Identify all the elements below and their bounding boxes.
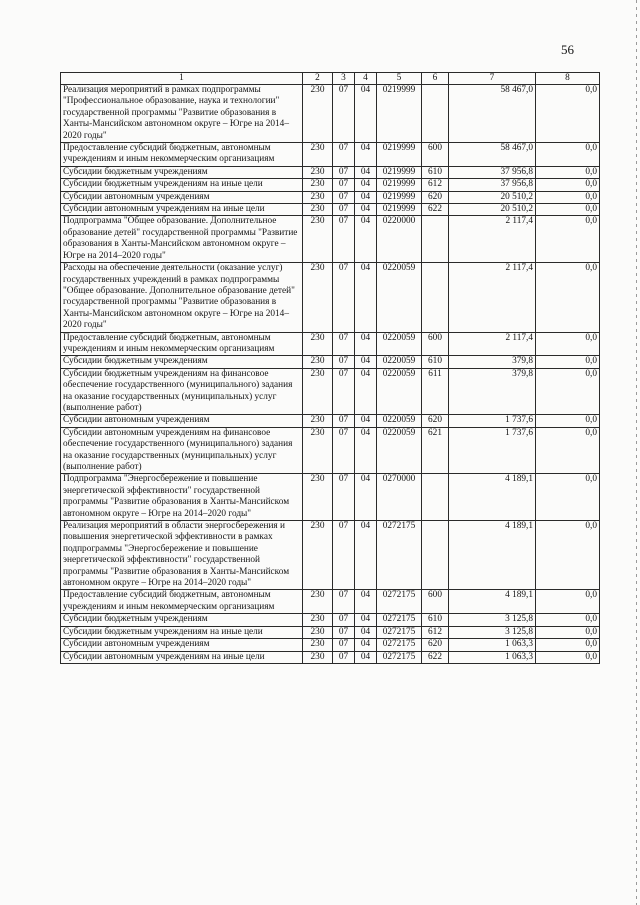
cell-expense-type: 621	[422, 427, 449, 474]
cell-expense-type	[422, 216, 449, 263]
cell-expense-type: 620	[422, 639, 449, 651]
cell-admin-code: 230	[303, 166, 333, 178]
cell-amount-2: 0,0	[536, 263, 600, 332]
cell-name: Субсидии автономным учреждениям на иные цели	[61, 651, 303, 663]
cell-subsection: 04	[355, 626, 377, 638]
col-header-target: 5	[377, 73, 422, 85]
cell-section: 07	[333, 614, 355, 626]
cell-amount-2: 0,0	[536, 216, 600, 263]
cell-amount: 2 117,4	[449, 216, 536, 263]
cell-expense-type: 600	[422, 143, 449, 167]
cell-expense-type: 622	[422, 651, 449, 663]
cell-expense-type: 610	[422, 166, 449, 178]
col-header-expense-type: 6	[422, 73, 449, 85]
cell-amount: 20 510,2	[449, 204, 536, 216]
cell-subsection: 04	[355, 368, 377, 415]
cell-subsection: 04	[355, 332, 377, 356]
cell-section: 07	[333, 263, 355, 332]
cell-name: Подпрограмма "Общее образование. Дополнительное образование детей" государственной программы "Развитие образования в Ханты-Мансийском автономном округе – Югре на 2014–2020 годы"	[61, 216, 303, 263]
table-row	[61, 521, 600, 590]
cell-amount: 379,8	[449, 368, 536, 415]
cell-name: Расходы на обеспечение деятельности (оказание услуг) государственных учреждений в рамках подпрограммы "Общее образование. Дополнительное образование детей" государственной программы "Развитие образования в Ханты-Мансийском автономном округе – Югре на 2014–2020 годы"	[61, 263, 303, 332]
cell-section: 07	[333, 179, 355, 191]
cell-admin-code: 230	[303, 356, 333, 368]
table-row	[61, 179, 600, 191]
cell-admin-code: 230	[303, 521, 333, 590]
table-row	[61, 651, 600, 663]
cell-target-article: 0219999	[377, 85, 422, 143]
cell-amount-2: 0,0	[536, 415, 600, 427]
cell-subsection: 04	[355, 415, 377, 427]
table-row	[61, 427, 600, 474]
cell-admin-code: 230	[303, 415, 333, 427]
table-row	[61, 474, 600, 521]
cell-target-article: 0220059	[377, 368, 422, 415]
col-header-section: 3	[333, 73, 355, 85]
cell-expense-type: 610	[422, 356, 449, 368]
cell-section: 07	[333, 368, 355, 415]
cell-expense-type: 612	[422, 626, 449, 638]
col-header-subsection: 4	[355, 73, 377, 85]
cell-target-article: 0272175	[377, 626, 422, 638]
cell-name: Субсидии бюджетным учреждениям на иные цели	[61, 626, 303, 638]
cell-name: Реализация мероприятий в области энергосбережения и повышения энергетической эффективности в рамках подпрограммы "Энергосбережение и повышение энергетической эффективности" государственной программы "Развитие образования в Ханты-Мансийском автономном округе – Югре на 2014–2020 годы"	[61, 521, 303, 590]
cell-amount: 2 117,4	[449, 332, 536, 356]
cell-name: Субсидии автономным учреждениям на финансовое обеспечение государственного (муниципального) задания на оказание государственных (муниципальных) услуг (выполнение работ)	[61, 427, 303, 474]
cell-section: 07	[333, 590, 355, 614]
cell-amount-2: 0,0	[536, 179, 600, 191]
cell-target-article: 0219999	[377, 204, 422, 216]
col-header-amount: 7	[449, 73, 536, 85]
cell-amount-2: 0,0	[536, 614, 600, 626]
cell-section: 07	[333, 143, 355, 167]
cell-target-article: 0219999	[377, 143, 422, 167]
cell-name: Субсидии бюджетным учреждениям на финансовое обеспечение государственного (муниципального) задания на оказание государственных (муниципальных) услуг (выполнение работ)	[61, 368, 303, 415]
cell-admin-code: 230	[303, 651, 333, 663]
cell-name: Субсидии автономным учреждениям на иные цели	[61, 204, 303, 216]
cell-name: Субсидии автономным учреждениям	[61, 639, 303, 651]
cell-expense-type	[422, 263, 449, 332]
cell-expense-type: 611	[422, 368, 449, 415]
cell-admin-code: 230	[303, 263, 333, 332]
table-row	[61, 85, 600, 143]
cell-target-article: 0220059	[377, 356, 422, 368]
cell-target-article: 0272175	[377, 614, 422, 626]
cell-amount: 58 467,0	[449, 85, 536, 143]
cell-amount-2: 0,0	[536, 166, 600, 178]
cell-amount-2: 0,0	[536, 651, 600, 663]
cell-target-article: 0272175	[377, 521, 422, 590]
cell-target-article: 0272175	[377, 590, 422, 614]
table-row	[61, 143, 600, 167]
scan-edge	[636, 0, 637, 905]
cell-subsection: 04	[355, 474, 377, 521]
cell-amount-2: 0,0	[536, 85, 600, 143]
table-row	[61, 166, 600, 178]
cell-target-article: 0220059	[377, 332, 422, 356]
cell-admin-code: 230	[303, 590, 333, 614]
cell-section: 07	[333, 521, 355, 590]
cell-subsection: 04	[355, 651, 377, 663]
cell-subsection: 04	[355, 590, 377, 614]
cell-amount: 58 467,0	[449, 143, 536, 167]
cell-amount: 1 737,6	[449, 415, 536, 427]
cell-amount-2: 0,0	[536, 204, 600, 216]
cell-admin-code: 230	[303, 179, 333, 191]
cell-name: Предоставление субсидий бюджетным, автономным учреждениям и иным некоммерческим организациям	[61, 332, 303, 356]
cell-expense-type	[422, 85, 449, 143]
col-header-admin: 2	[303, 73, 333, 85]
cell-subsection: 04	[355, 143, 377, 167]
cell-admin-code: 230	[303, 639, 333, 651]
cell-section: 07	[333, 204, 355, 216]
cell-amount: 4 189,1	[449, 590, 536, 614]
cell-subsection: 04	[355, 263, 377, 332]
cell-admin-code: 230	[303, 614, 333, 626]
budget-table	[60, 72, 600, 664]
cell-target-article: 0272175	[377, 651, 422, 663]
cell-subsection: 04	[355, 85, 377, 143]
cell-section: 07	[333, 639, 355, 651]
table-row	[61, 356, 600, 368]
cell-target-article: 0219999	[377, 191, 422, 203]
cell-target-article: 0270000	[377, 474, 422, 521]
cell-subsection: 04	[355, 614, 377, 626]
cell-amount: 3 125,8	[449, 626, 536, 638]
cell-admin-code: 230	[303, 191, 333, 203]
cell-subsection: 04	[355, 204, 377, 216]
table-row	[61, 626, 600, 638]
cell-amount-2: 0,0	[536, 191, 600, 203]
page-number: 56	[561, 42, 574, 57]
table-row	[61, 368, 600, 415]
cell-section: 07	[333, 427, 355, 474]
cell-subsection: 04	[355, 191, 377, 203]
cell-amount: 1 063,3	[449, 639, 536, 651]
cell-amount-2: 0,0	[536, 590, 600, 614]
cell-expense-type	[422, 474, 449, 521]
cell-admin-code: 230	[303, 474, 333, 521]
table-row	[61, 191, 600, 203]
cell-section: 07	[333, 216, 355, 263]
cell-amount: 4 189,1	[449, 474, 536, 521]
cell-admin-code: 230	[303, 204, 333, 216]
col-header-amount-2: 8	[536, 73, 600, 85]
cell-subsection: 04	[355, 179, 377, 191]
cell-amount-2: 0,0	[536, 368, 600, 415]
cell-name: Субсидии автономным учреждениям	[61, 191, 303, 203]
table-row	[61, 204, 600, 216]
cell-amount: 37 956,8	[449, 179, 536, 191]
col-header-name: 1	[61, 73, 303, 85]
cell-amount: 2 117,4	[449, 263, 536, 332]
cell-amount: 4 189,1	[449, 521, 536, 590]
table-row	[61, 614, 600, 626]
cell-section: 07	[333, 191, 355, 203]
cell-amount-2: 0,0	[536, 474, 600, 521]
cell-expense-type: 600	[422, 590, 449, 614]
cell-target-article: 0220059	[377, 263, 422, 332]
cell-amount-2: 0,0	[536, 639, 600, 651]
cell-subsection: 04	[355, 166, 377, 178]
table-row	[61, 263, 600, 332]
cell-target-article: 0219999	[377, 179, 422, 191]
cell-expense-type: 622	[422, 204, 449, 216]
cell-amount-2: 0,0	[536, 626, 600, 638]
cell-admin-code: 230	[303, 427, 333, 474]
cell-amount: 3 125,8	[449, 614, 536, 626]
cell-name: Предоставление субсидий бюджетным, автономным учреждениям и иным некоммерческим организациям	[61, 143, 303, 167]
cell-name: Субсидии бюджетным учреждениям на иные цели	[61, 179, 303, 191]
cell-target-article: 0220059	[377, 415, 422, 427]
cell-expense-type: 610	[422, 614, 449, 626]
table-row	[61, 639, 600, 651]
cell-target-article: 0272175	[377, 639, 422, 651]
cell-admin-code: 230	[303, 332, 333, 356]
table-row	[61, 332, 600, 356]
cell-amount: 20 510,2	[449, 191, 536, 203]
cell-amount-2: 0,0	[536, 143, 600, 167]
cell-name: Субсидии бюджетным учреждениям	[61, 356, 303, 368]
cell-section: 07	[333, 166, 355, 178]
cell-subsection: 04	[355, 356, 377, 368]
cell-amount-2: 0,0	[536, 427, 600, 474]
cell-name: Субсидии бюджетным учреждениям	[61, 166, 303, 178]
cell-expense-type: 600	[422, 332, 449, 356]
cell-target-article: 0220059	[377, 427, 422, 474]
cell-name: Реализация мероприятий в рамках подпрограммы "Профессиональное образование, наука и технологии" государственной программы "Развитие образования в Ханты-Мансийском автономном округе – Югре на 2014–2020 годы"	[61, 85, 303, 143]
cell-name: Субсидии бюджетным учреждениям	[61, 614, 303, 626]
cell-admin-code: 230	[303, 85, 333, 143]
cell-name: Субсидии автономным учреждениям	[61, 415, 303, 427]
cell-target-article: 0219999	[377, 166, 422, 178]
cell-subsection: 04	[355, 216, 377, 263]
table-row	[61, 415, 600, 427]
cell-section: 07	[333, 626, 355, 638]
cell-subsection: 04	[355, 521, 377, 590]
cell-admin-code: 230	[303, 626, 333, 638]
cell-amount: 37 956,8	[449, 166, 536, 178]
cell-admin-code: 230	[303, 216, 333, 263]
table-row	[61, 216, 600, 263]
header-row	[61, 73, 600, 85]
cell-subsection: 04	[355, 639, 377, 651]
cell-subsection: 04	[355, 427, 377, 474]
cell-section: 07	[333, 415, 355, 427]
cell-name: Подпрограмма "Энергосбережение и повышение энергетической эффективности" государственной программы "Развитие образования в Ханты-Мансийском автономном округе – Югре на 2014–2020 годы"	[61, 474, 303, 521]
cell-expense-type: 620	[422, 415, 449, 427]
cell-target-article: 0220000	[377, 216, 422, 263]
cell-expense-type: 612	[422, 179, 449, 191]
cell-amount: 1 737,6	[449, 427, 536, 474]
cell-amount-2: 0,0	[536, 332, 600, 356]
cell-amount-2: 0,0	[536, 356, 600, 368]
cell-expense-type: 620	[422, 191, 449, 203]
cell-amount-2: 0,0	[536, 521, 600, 590]
cell-section: 07	[333, 85, 355, 143]
cell-name: Предоставление субсидий бюджетным, автономным учреждениям и иным некоммерческим организациям	[61, 590, 303, 614]
cell-admin-code: 230	[303, 368, 333, 415]
cell-expense-type	[422, 521, 449, 590]
cell-section: 07	[333, 332, 355, 356]
cell-amount: 379,8	[449, 356, 536, 368]
cell-section: 07	[333, 474, 355, 521]
cell-amount: 1 063,3	[449, 651, 536, 663]
cell-section: 07	[333, 356, 355, 368]
cell-section: 07	[333, 651, 355, 663]
table-row	[61, 590, 600, 614]
cell-admin-code: 230	[303, 143, 333, 167]
